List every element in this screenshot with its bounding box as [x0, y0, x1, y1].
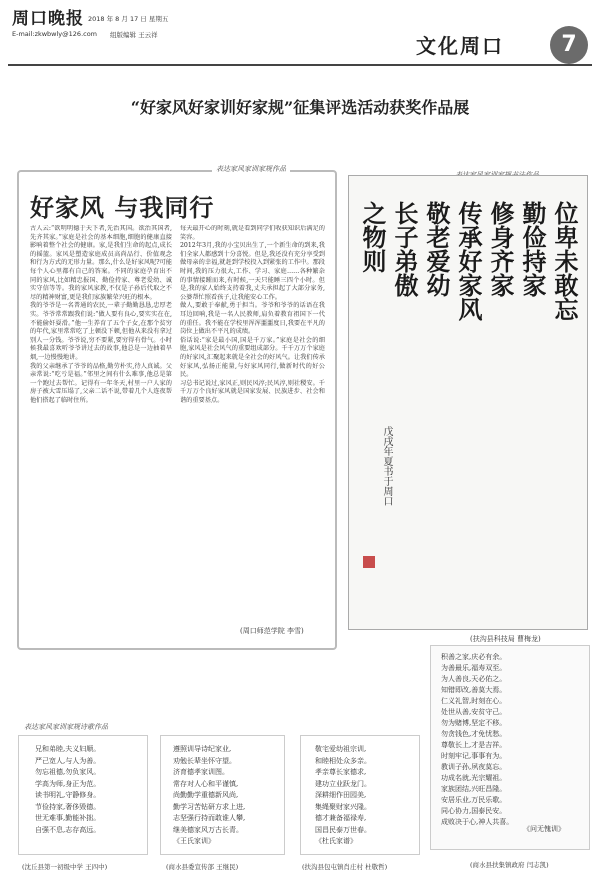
page-headline: “好家风好家训好家规”征集评选活动获奖作品展 — [130, 98, 470, 117]
newspaper-logo: 周口晚报 — [12, 9, 84, 29]
layout-editor: 组版编辑 王云祥 — [110, 31, 158, 39]
poem-box-3 — [300, 735, 420, 855]
calligraphy-column: 传承好家风 — [454, 201, 483, 321]
article-column-1: 古人云:“欲明明德于天下者,先治其国。欲治其国者,先齐其家。”家庭是社会的基本细胞,细胞的健康直接影响着整个社会的健康。家,是我们生命的起点,成长的摇篮。家风是塑造家庭成员高尚品行、价值观念和行为方式的无形力量。那么,什么是好家风呢?可能每个人心里都有自己的答案。不同的家庭孕育出不同的家风,比如精忠报国、勤俭持家、尊老爱幼、诚实守信等等。我的家风家教,不仅是子孙后代取之不尽的精神财富,更是我们家族繁荣兴旺的根本。 我的爷爷是一名普通的农民,一辈子勤勤恳恳,忠厚老实。爷爷常常跟我们说:“做人要有良心,要实实在在,不能偷奸耍滑。”他一生养育了五个子女,在那个贫穷的年代,家里常常吃了上顿没下顿,但他从来没有拿过别人一分钱。爷爷说,穷不要紧,要穷得有骨气。小时候我最喜欢听爷爷讲过去的故事,他总是一边抽着旱烟,一边慢慢地讲。 我的父亲继承了爷爷的品格,勤劳朴实,待人真诚。父亲常说:“吃亏是福。”邻里之间有什么难事,他总是第一个跑过去帮忙。记得有一年冬天,村里一户人家的房子被大雪压塌了,父亲二话不说,带着几个人连夜帮他们搭起了临时住所。 — [30, 225, 172, 404]
poem-1-text: 兄和弟睦,夫义妇顺。 严己宽人,与人为善。 勿忘祖德,勿负家风。 学高为师,身正为范。 读书明礼,守静修身。 节俭持家,奢侈毁德。 世无难事,勤能补拙。 自强不息,志存高远。 — [35, 745, 101, 834]
poem-2-credit: (商水县委宣传部 王继民) — [166, 863, 239, 871]
poem-3-credit: (扶沟县包屯镇肖庄村 杜敬哲) — [302, 863, 388, 871]
article-title: 好家风 与我同行 — [30, 193, 215, 222]
calligraphy-column: 勤俭持家 — [518, 201, 547, 297]
calligraphy-column: 位卑未敢忘 — [550, 201, 579, 321]
seal-stamp-icon — [363, 556, 375, 568]
poem-right-title: 《问无愧训》 — [523, 825, 565, 833]
calligraphy-column: 修身齐家 — [486, 201, 515, 297]
calligraphy-artwork — [348, 175, 588, 630]
poem-box-1 — [18, 735, 148, 855]
poem-box-2 — [160, 735, 285, 855]
poem-2-text: 遵照训导诗纪家业, 劝勉长辈坐怀守望。 济育德孝家训图。 常存对人心和平谨慎, 尚勤勤学重德新风尚, 勤学习苦钻研方求上进, 志坚强行持而敢谁人攀, 继美德家风万古长青。 《王氏家训》 — [173, 745, 246, 845]
poem-3-text: 敬宅爱幼祖宗训, 和睦相处众多亲。 孝亲尊长家德求, 建功立业跃龙门。 深耕细作田园美, 集绳聚财家兴隆。 德才兼备福禄寿, 国昌民泰万世春。 《杜氏家谱》 — [315, 745, 371, 845]
calligraphy-caption: (扶沟县科技局 曹梅龙) — [470, 635, 541, 643]
issue-date: 2018 年 8 月 17 日 星期五 — [88, 15, 169, 23]
header-rule — [8, 64, 592, 66]
calligraphy-column: 之物则 — [358, 201, 387, 273]
poem-1-credit: (沈丘县第一初级中学 王四中) — [22, 863, 108, 871]
poem-right-text: 积善之家,庆必有余。 为善最乐,福寿双至。 为人善良,天必佑之。 知错即改,善莫大焉。 仁义礼智,时刻在心。 处世从善,安贫守己。 勿为赌博,坚定不移。 勿贪钱色,才免忧愁。 尊敬长上,才是吉祥。 时刻牢记,事事有为。 教训子孙,夙夜莫忘。 功成名就,光宗耀祖。 家族团结,兴旺昌隆。 安居乐业,万民乐歌。 同心协力,国泰民安。 成败决于心,神人共喜。 — [441, 653, 514, 826]
poem-right-credit: (商水县扶集镇政府 闫志凯) — [470, 861, 549, 869]
article-author: (周口师范学院 李雪) — [240, 627, 304, 635]
poem-box-right — [430, 645, 590, 850]
calligraphy-inscription: 戊戌年夏书于周口 — [381, 426, 392, 506]
section-title: 文化周口 — [416, 34, 504, 58]
calligraphy-column: 长子弟傲 — [390, 201, 419, 297]
poems-section-tag: 表达家风家训家规诗歌作品 — [24, 723, 108, 731]
calligraphy-column: 敬老爱幼 — [422, 201, 451, 297]
page-number-badge: 7 — [550, 26, 588, 64]
article-section-tag: 表达家风家训家规作品 — [212, 164, 290, 174]
contact-email: E-mail:zkwbwly@126.com — [12, 30, 98, 38]
article-column-2: 每天最开心的时刻,就是看到同学们收获知识后满足的笑容。 2012年3月,我的小宝贝出生了,一个新生命的到来,我们全家人都感到十分喜悦。但是,我还没有充分享受到做母亲的幸福,就赶到学校投入到紧张的工作中。那段时间,我的压力很大,工作、学习、家庭……各种繁杂的事情接踵而来,有时候,一天只能睡三四个小时。但是,我的家人始终支持着我,丈夫承担起了大部分家务,公婆帮忙照看孩子,让我能安心工作。 做人,要敢于奉献,勇于担当。爷爷和爷爷的话语在我耳边回响,我是一名人民教师,肩负着教育祖国下一代的重任。我不能在学校里浑浑噩噩度日,我要在平凡的岗位上做出不平凡的成绩。 俗话说:“家是最小国,国是千万家。”家庭是社会的细胞,家风是社会风气的重要组成部分。千千万万个家庭的好家风,汇聚起来就是全社会的好风气。让我们传承好家风,弘扬正能量,与好家风同行,做新时代的好公民。 习总书记说过,家风正,则民风淳;民风淳,则社稷安。千千万万个良好家风就是国家发展、民族进步、社会和谐的重要基点。 — [180, 225, 325, 404]
